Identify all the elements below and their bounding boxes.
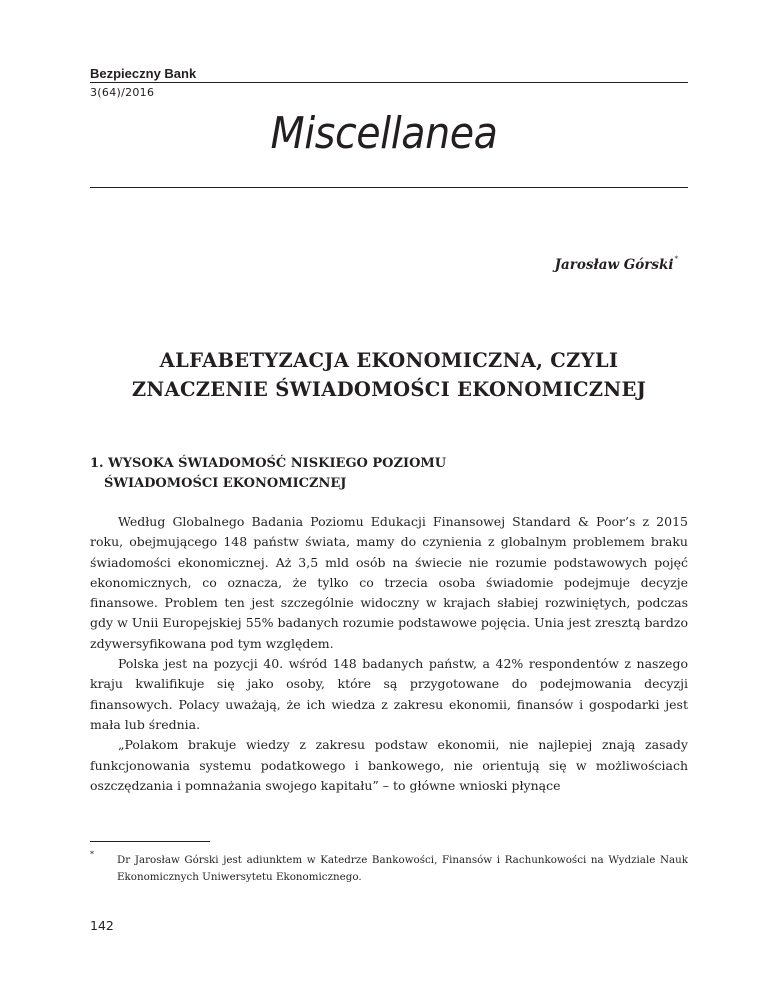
section-rule [90,187,688,188]
footnote-rule [90,841,210,842]
article-title-line-2: ZNACZENIE ŚWIADOMOŚCI EKONOMICZNEJ [131,378,647,401]
footnote-mark: * [90,850,94,859]
paragraph-2: Polska jest na pozycji 40. wśród 148 badanych państw, a 42% respondentów z naszego kraju kwalifikuje się jako osoby, które są przygotowane do podejmowania decyzji finansowych. Polacy uważają, że ich wiedza z zakresu ekonomii, finansów i gospodarki jest mała lub średnia. [90,656,688,732]
section-heading-line-2: ŚWIADOMOŚCI EKONOMICZNEJ [104,476,347,491]
article-body [90,512,688,796]
section-heading [90,454,446,494]
header-rule [90,82,688,83]
article-title-line-1: ALFABETYZACJA EKONOMICZNA, CZYLI [159,349,619,372]
author-line [555,255,678,273]
page-number: 142 [90,918,114,933]
section-heading-line-1: 1. WYSOKA ŚWIADOMOŚĆ NISKIEGO POZIOMU [90,456,447,471]
issue-number: 3(64)/2016 [90,86,155,99]
journal-name: Bezpieczny Bank [90,66,197,81]
author-name: Jarosław Górski [554,257,674,273]
section-title: Miscellanea [270,108,498,159]
footnote-text: Dr Jarosław Górski jest adiunktem w Katedrze Bankowości, Finansów i Rachunkowości na Wydziale Nauk Ekonomicznych Uniwersytetu Ekonomicznego. [117,854,688,883]
paragraph-1: Według Globalnego Badania Poziomu Edukacji Finansowej Standard & Poor’s z 2015 roku, obejmującego 148 państw świata, mamy do czynienia z globalnym problemem braku świadomości ekonomicznej. Aż 3,5 mld osób na świecie nie rozumie podstawowych pojęć ekonomicznych, co oznacza, że tylko co trzecia osoba świadomie podejmuje decyzje finansowe. Problem ten jest szczególnie widoczny w krajach słabiej rozwiniętych, podczas gdy w Unii Europejskiej 55% badanych rozumie podstawowe pojęcia. Unia jest zresztą bardzo zdywersyfikowana pod tym względem. [90,514,688,651]
article-title [90,346,688,404]
paragraph-3: „Polakom brakuje wiedzy z zakresu podstaw ekonomii, nie najlepiej znają zasady funkcjonowania systemu podatkowego i bankowego, nie orientują się w możliwościach oszczędzania i pomnażania swojego kapitału” – to główne wnioski płynące [90,737,688,793]
author-footnote-mark: * [674,255,678,263]
